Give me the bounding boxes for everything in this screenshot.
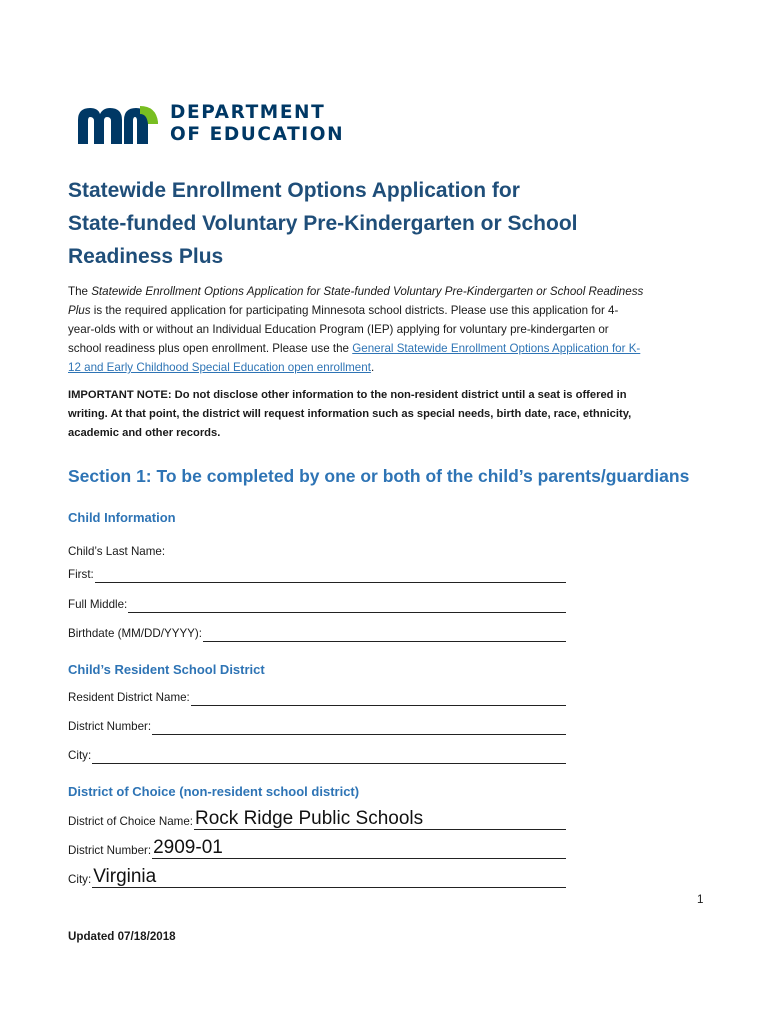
choice-district-name-input[interactable] [194,805,566,830]
child-last-name-label: Child’s Last Name: [68,545,166,558]
resident-district-name-input[interactable] [191,681,566,706]
section-1-heading: Section 1: To be completed by one or both of the child’s parents/guardians [68,466,690,486]
choice-district-city-field[interactable] [68,864,566,888]
resident-district-number-input[interactable] [152,710,566,735]
note-line-1: IMPORTANT NOTE: Do not disclose other information to the non-resident district until a seat is offered in [68,389,627,401]
intro-text-2: is the required application for participating Minnesota school districts. Please use this application for 4- [90,304,619,317]
resident-district-city-field[interactable] [68,740,566,764]
resident-district-city-input[interactable] [92,739,566,764]
intro-line-4 [68,339,708,358]
intro-line-5 [68,358,708,377]
mde-logo [76,100,376,150]
child-birthdate-input[interactable] [203,617,566,642]
choice-district-number-field[interactable] [68,835,566,859]
child-information-heading: Child Information [68,510,176,525]
note-line-2: writing. At that point, the district will request information such as special needs, birth date, race, ethnicity, [68,408,632,420]
choice-district-number-input[interactable] [152,834,566,859]
resident-district-city-label: City: [68,749,92,762]
important-note [68,386,708,443]
resident-district-number-field[interactable] [68,711,566,735]
child-last-name-field[interactable] [68,536,566,560]
intro-prefix: The [68,285,92,298]
child-middle-name-input[interactable] [128,588,566,613]
intro-form-title-end: Plus [68,304,91,317]
district-of-choice-heading: District of Choice (non-resident school district) [68,784,360,799]
intro-text-4: school readiness plus open enrollment. Please use the [68,342,353,355]
child-birthdate-field[interactable] [68,618,566,642]
logo-line-1: DEPARTMENT [170,102,326,123]
resident-district-name-field[interactable] [68,682,566,706]
logo-line-2: OF EDUCATION [170,124,345,145]
choice-district-city-label: City: [68,873,92,886]
mn-logo-icon [76,104,160,146]
child-first-name-label: First: [68,568,94,581]
general-application-link[interactable]: General Statewide Enrollment Options Application for K- [352,342,641,355]
intro-line-3: year-olds with or without an Individual Education Program (IEP) applying for voluntary pre-kindergarten or [68,323,609,336]
choice-district-name-field[interactable] [68,806,566,830]
intro-form-title: Statewide Enrollment Options Application for State-funded Voluntary Pre-Kindergarten or School Readiness [91,285,644,298]
child-middle-name-label: Full Middle: [68,598,128,611]
choice-district-name-label: District of Choice Name: [68,815,193,828]
child-middle-name-field[interactable] [68,589,566,613]
child-first-name-input[interactable] [95,558,566,583]
title-line-2: State-funded Voluntary Pre-Kindergarten or School [68,212,578,235]
choice-district-city-input[interactable] [92,863,566,888]
intro-line-1 [68,282,708,301]
child-last-name-input[interactable] [166,536,566,560]
child-first-name-field[interactable] [68,559,566,583]
resident-district-number-label: District Number: [68,720,152,733]
child-birthdate-label: Birthdate (MM/DD/YYYY): [68,627,203,640]
resident-district-name-label: Resident District Name: [68,691,190,704]
resident-district-heading: Child’s Resident School District [68,662,265,677]
footer-updated-date: Updated 07/18/2018 [68,930,176,943]
page-title [68,174,688,273]
logo-wordmark [170,102,344,146]
choice-district-number-label: District Number: [68,844,152,857]
note-line-3: academic and other records. [68,427,221,439]
intro-period: . [370,361,375,374]
choice-district-name-value: Rock Ridge Public Schools [195,808,424,829]
title-line-3: Readiness Plus [68,245,224,268]
general-application-link-continued[interactable]: 12 and Early Childhood Special Education open enrollment [68,361,371,374]
choice-district-number-value: 2909-01 [153,837,223,858]
page-number: 1 [697,893,704,906]
intro-line-2 [68,301,708,320]
title-line-1: Statewide Enrollment Options Application for [68,179,520,202]
choice-district-city-value: Virginia [93,866,157,887]
intro-paragraph [68,282,708,377]
